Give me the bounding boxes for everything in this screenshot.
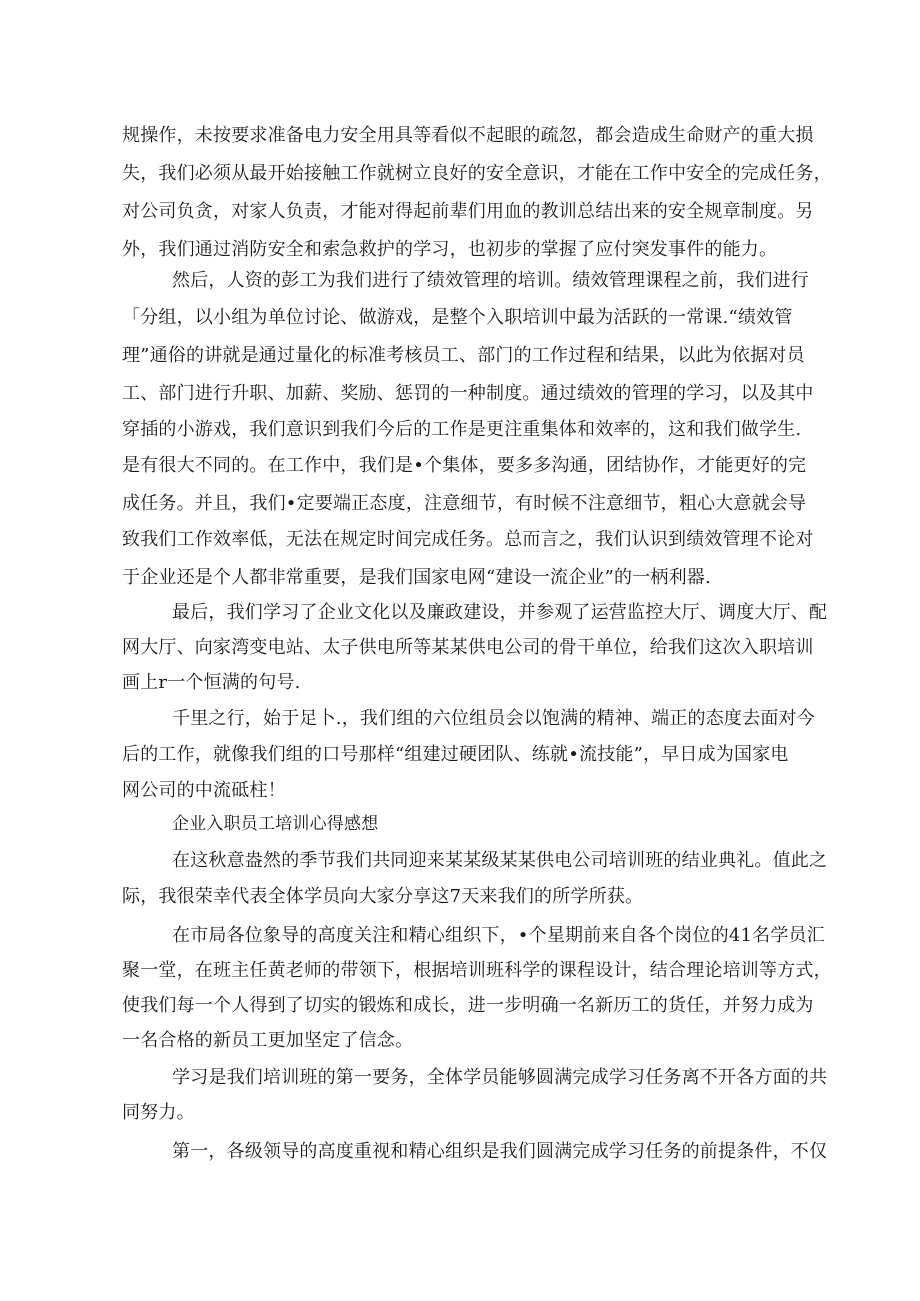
text-line: 然后，人资的彭工为我们进行了绩效管理的培训。绩效管理课程之前，我们进行 — [172, 270, 809, 291]
text-line: 失，我们必须从最开始接触工作就树立良好的安全意识，才能在工作中安全的完成任务， — [122, 163, 832, 184]
text-line: 一名合格的新员工更加坚定了信念。 — [122, 1030, 414, 1051]
text-line: 聚一堂，在班主任黄老师的带领下，根据培训班科学的课程设计，结合理论培训等方式， — [122, 960, 832, 981]
text-line: 致我们工作效率低，无法在规定时间完成任务。总而言之，我们认识到绩效管理不论对 — [122, 529, 814, 550]
text-line: 外，我们通过消防安全和索急救护的学习，也初步的掌握了应付突发事件的能力。 — [122, 239, 778, 260]
text-line: 同努力。 — [122, 1102, 195, 1123]
text-line: 工、部门进行升职、加薪、奖励、惩罚的一种制度。通过绩效的管理的学习，以及其中 — [122, 383, 814, 404]
text-line: 成任务。并且，我们•定要端正态度，注意细节，有时候不注意细节，粗心大意就会导 — [122, 493, 807, 514]
text-line: 是有很大不同的。在工作中，我们是•个集体，要多多沟通，团结协作，才能更好的完 — [122, 455, 807, 476]
text-line: 「分组，以小组为单位讨论、做游戏，是整个入职培训中最为活跃的一常课.“绩效管 — [122, 307, 793, 328]
text-line: 规操作，未按要求准备电力安全用具等看似不起眼的疏忽，都会造成生命财产的重大损 — [122, 125, 814, 146]
text-line: 后的工作，就像我们组的口号那样“组建过硬团队、练就•流技能”，早日成为国家电 — [122, 744, 789, 765]
text-line: 际，我很荣幸代表全体学员向大家分享这7天来我们的所学所获。 — [122, 886, 644, 907]
section-heading: 企业入职员工培训心得感想 — [172, 814, 379, 834]
text-line: 理”通俗的讲就是通过量化的标准考核员工、部门的工作过程和结果，以此为依据对员 — [122, 345, 805, 366]
text-line: 使我们每一个人得到了切实的锻炼和成长，进一步明确一名新历工的货任，并努力成为 — [122, 995, 814, 1016]
text-line: 穿插的小游戏，我们意识到我们今后的工作是更注重集体和效率的，这和我们做学生. — [122, 419, 802, 440]
text-line: 学习是我们培训班的第一要务，全体学员能够圆满完成学习任务离不开各方面的共 — [172, 1067, 828, 1088]
text-line: 在这秋意盎然的季节我们共同迎来某某级某某供电公司培训班的结业典礼。值此之 — [172, 850, 828, 871]
text-line: 最后，我们学习了企业文化以及廉政建设，并参观了运营监控大厅、调度大厅、配 — [172, 602, 828, 623]
text-line: 千里之行，始于足卜.，我们组的六位组员会以饱满的精神、端正的态度去面对今 — [172, 708, 815, 729]
text-line: 于企业还是个人都非常重要，是我们国家电网“建设一流企业”的一柄利器. — [122, 567, 711, 588]
text-line: 画上r一个恒满的句号. — [122, 672, 301, 693]
text-line: 对公司负贪，对家人负责，才能对得起前辈们用血的教训总结出来的安全规章制度。另 — [122, 201, 814, 222]
text-line: 第一，各级领导的高度重视和精心组织是我们圆满完成学习任务的前提条件，不仅 — [172, 1141, 828, 1162]
text-line: 网大厅、向家湾变电站、太子供电所等某某供电公司的骨干单位，给我们这次入职培训 — [122, 637, 814, 658]
text-line: 网公司的中流砥柱！ — [122, 780, 286, 801]
text-line: 在市局各位象导的高度关注和精心组织下，•个星期前来自各个岗位的41名学员汇 — [172, 925, 825, 946]
